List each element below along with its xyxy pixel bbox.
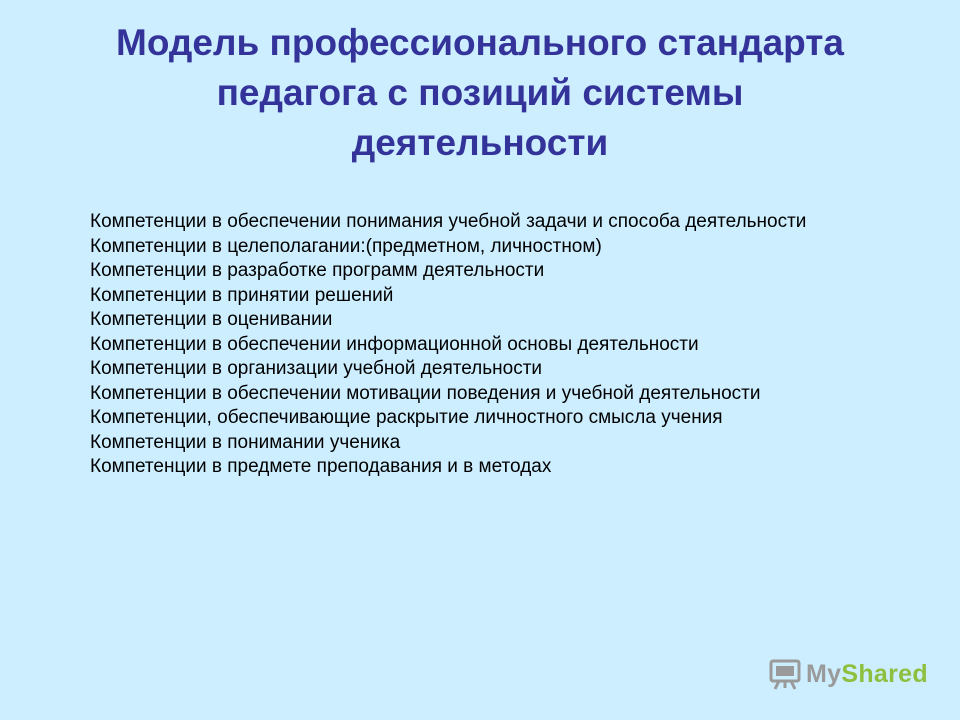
list-item: Компетенции в целеполагании:(предметном, личностном) [90,235,602,257]
list-item: Компетенции в понимании ученика [90,431,401,453]
list-item: Компетенции в обеспечении понимания учебной задачи и способа деятельности [90,211,807,232]
competency-list [90,210,890,480]
list-item: Компетенции в оценивании [90,309,333,330]
title-line-3: деятельности [351,122,609,163]
presentation-board-icon [768,657,802,691]
list-item: Компетенции в принятии решений [90,284,394,306]
title-line-1: Модель профессионального стандарта [116,22,844,63]
slide-title [0,18,960,168]
list-item: Компетенции, обеспечивающие раскрытие личностного смысла учения [90,407,723,428]
watermark-text-my: My [806,659,842,688]
myshared-watermark [768,656,928,692]
list-item: Компетенции в организации учебной деятельности [90,358,543,379]
watermark-text [806,660,928,689]
list-item: Компетенции в предмете преподавания и в методах [90,456,552,477]
title-line-2: педагога с позиций системы [216,72,744,113]
list-item: Компетенции в разработке программ деятельности [90,260,545,281]
list-item: Компетенции в обеспечении мотивации поведения и учебной деятельности [90,382,761,404]
list-item: Компетенции в обеспечении информационной основы деятельности [90,333,699,355]
watermark-text-shared: Shared [841,659,928,688]
